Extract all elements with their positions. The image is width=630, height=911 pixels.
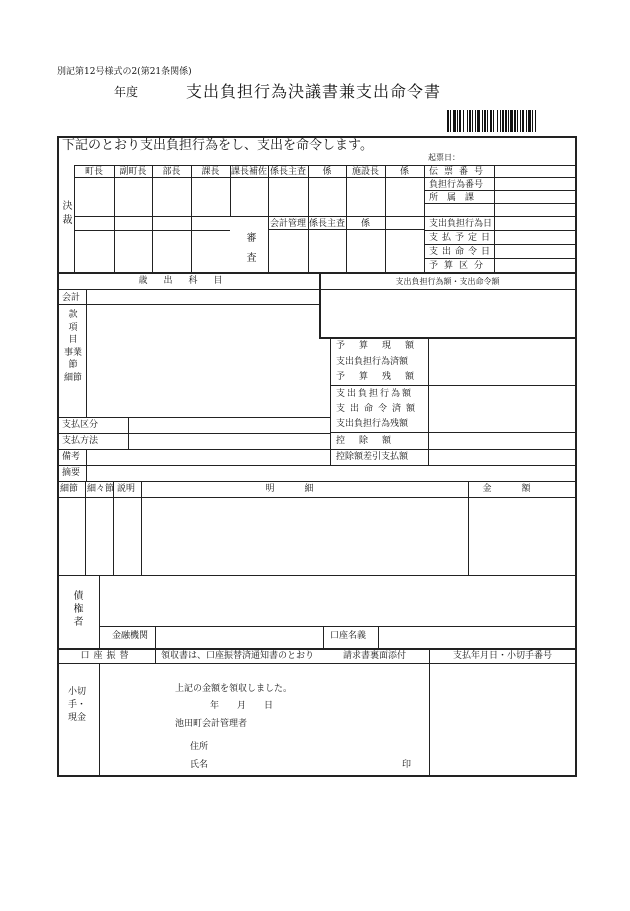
role-cho: 町長 — [84, 167, 103, 177]
shiharai-houhou-label: 支払方法 — [62, 436, 99, 446]
role-bucho: 部長 — [162, 167, 181, 177]
address-label: 住所 — [190, 742, 209, 752]
col-saisaisetsu: 細々節 — [87, 484, 115, 494]
received-to: 池田町会計管理者 — [175, 719, 248, 729]
info-yosan-kubun: 予算区分 — [429, 261, 490, 271]
received-text: 上記の金額を領収しました。 — [175, 684, 293, 694]
col-meisai: 明細 — [265, 484, 344, 494]
account-hierarchy-label: 款 項 目 事業 節 細節 — [63, 310, 82, 383]
info-shiharai-date: 支払予定日 — [429, 233, 495, 243]
shiharai-kubun-label: 支払区分 — [62, 420, 99, 430]
info-denpyo: 伝票番号 — [429, 167, 490, 177]
budget-zangaku: 予算残額 — [336, 372, 429, 382]
budget-genkaku: 予算現額 — [336, 341, 429, 351]
col-kingaku: 金額 — [482, 484, 561, 494]
info-meirei-date: 支出命令日 — [429, 247, 495, 257]
kessai-label: 決裁 — [60, 200, 71, 228]
shinsa-label: 審査 — [244, 232, 255, 272]
role-fukucho: 副町長 — [119, 167, 147, 177]
shinsa-kaikei: 会計管理 — [269, 219, 306, 229]
col-setsumei: 説明 — [117, 484, 136, 494]
role-kakari-2: 係 — [399, 167, 409, 177]
fiscal-year-label: 年度 — [114, 85, 139, 99]
pay-date-label: 支払年月日・小切手番号 — [452, 651, 552, 661]
kian-date-label: 起票日： — [428, 153, 460, 162]
amount-header: 支出負担行為額・支出命令額 — [395, 277, 500, 286]
shinsa-kakari: 係 — [360, 219, 370, 229]
tekiyou-label: 摘要 — [62, 468, 81, 478]
role-kakari: 係 — [322, 167, 332, 177]
role-kakaricho: 係長主査 — [269, 167, 306, 177]
role-shisetsucho: 施設長 — [351, 167, 379, 177]
koza-furikae-label: 口座振替 — [80, 651, 133, 661]
form-reference: 別記第12号様式の2(第21条関係) — [57, 67, 192, 77]
exec-futan-zan: 支出負担行為残額 — [336, 419, 409, 429]
receipt-note: 領収書は、口座振替済通知書のとおり — [161, 651, 315, 661]
kaikei-label: 会計 — [62, 293, 81, 303]
exec-futan: 支出負担行為額 — [336, 389, 414, 399]
role-kacho: 課長 — [201, 167, 220, 177]
bikou-label: 備考 — [62, 452, 81, 462]
name-label: 氏名 — [190, 760, 209, 770]
intro-text: 下記のとおり支出負担行為をし、支出を命令します。 — [62, 138, 373, 153]
info-shozoku: 所属課 — [429, 193, 484, 203]
creditor-label: 債権者 — [71, 590, 82, 629]
shinsa-kakaricho: 係長主査 — [308, 219, 345, 229]
budget-futan-zumi: 支出負担行為済額 — [336, 357, 409, 367]
cash-label: 小切手・現金 — [67, 687, 86, 723]
form-title: 支出負担行為決議書兼支出命令書 — [186, 82, 442, 101]
info-futan-date: 支出負担行為日 — [429, 219, 493, 229]
received-date: 年 月 日 — [210, 701, 274, 711]
barcode — [447, 110, 551, 132]
col-saisetsu: 細節 — [60, 484, 79, 494]
bank-label: 金融機関 — [112, 631, 149, 641]
koujo-label: 控除額 — [336, 436, 406, 446]
seikyu-note: 請求書裏面添付 — [343, 651, 407, 661]
role-kachohosa: 課長補佐 — [230, 167, 267, 177]
info-futan-no: 負担行為番号 — [429, 180, 484, 190]
account-header: 歳出科目 — [138, 276, 239, 286]
account-name-label: 口座名義 — [330, 631, 367, 641]
seal-label: 印 — [402, 760, 412, 770]
exec-meirei-zumi: 支出命令済額 — [336, 404, 421, 414]
koujo-sashihiki-label: 控除額差引支払額 — [336, 452, 409, 462]
